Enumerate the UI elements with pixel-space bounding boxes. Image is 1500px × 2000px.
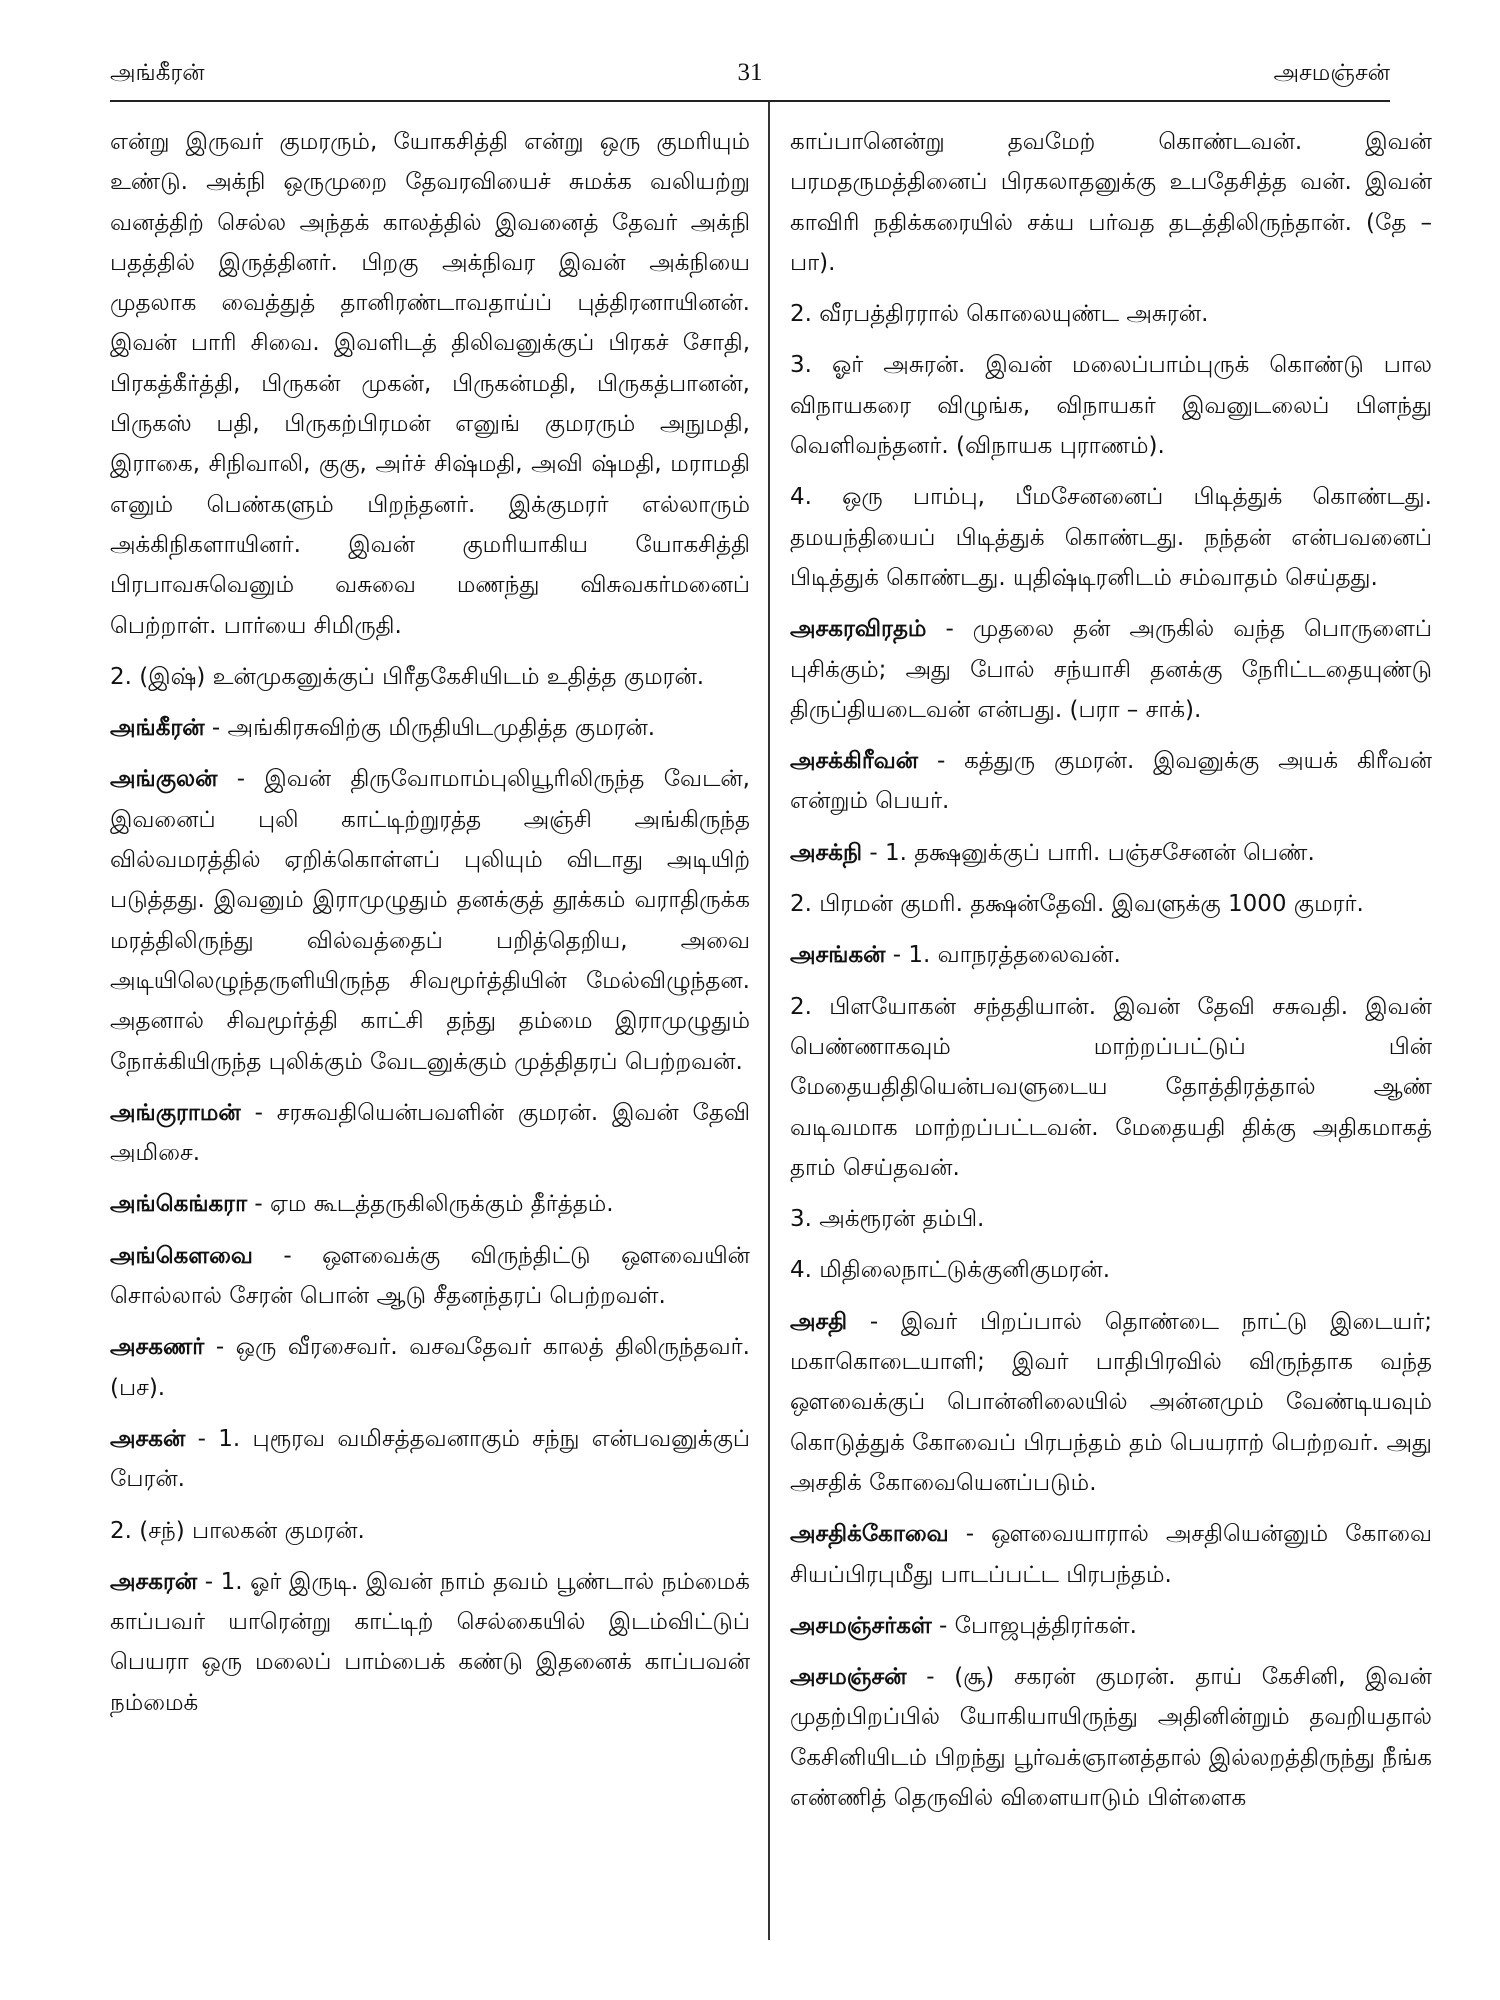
right-column	[790, 122, 1432, 1829]
entry-text: - (சூ) சகரன் குமரன். தாய் கேசினி, இவன் முதற்பிறப்பில் யோகியாயிருந்து அதினின்றும் தவறியதால் கேசினியிடம் பிறந்து பூர்வக்ஞானத்தால் இல்லறத்திருந்து நீங்க எண்ணித் தெருவில் விளையாடும் பிள்ளைக	[790, 1664, 1432, 1811]
entry-text: - 1. ஓர் இருடி. இவன் நாம் தவம் பூண்டால் நம்மைக் காப்பவர் யாரென்று காட்டிற் செல்கையில் இடம்விட்டுப் பெயரா ஒரு மலைப் பாம்பைக் கண்டு இதனைக் காப்பவன் நம்மைக்	[110, 1568, 750, 1716]
entry-text: 4. மிதிலைநாட்டுக்குனிகுமரன்.	[790, 1257, 1111, 1284]
entry-text: 2. வீரபத்திரரால் கொலையுண்ட அசுரன்.	[790, 301, 1209, 328]
entry-text: - இவன் திருவோமாம்புலியூரிலிருந்த வேடன், இவனைப் புலி காட்டிற்றுரத்த அஞ்சி அங்கிருந்த வில்வமரத்தில் ஏறிக்கொள்ளப் புலியும் விடாது அடியிற் படுத்தது. இவனும் இராமுழுதும் தனக்குத் தூக்கம் வராதிருக்க மரத்திலிருந்து வில்வத்தைப் பறித்தெறிய, அவை அடியிலெழுந்தருளியிருந்த சிவமூர்த்தியின் மேல்விழுந்தன. அதனால் சிவமூர்த்தி காட்சி தந்து தம்மை இராமுழுதும் நோக்கியிருந்த புலிக்கும் வேடனுக்கும் முத்திதரப் பெற்றவன்.	[110, 766, 750, 1075]
entry-text: என்று இருவர் குமரரும், யோகசித்தி என்று ஒரு குமரியும் உண்டு. அக்நி ஒருமுறை தேவரவியைச் சுமக்க வலியற்று வனத்திற் செல்ல அந்தக் காலத்தில் இவனைத் தேவர் அக்நி பதத்தில் இருத்தினர். பிறகு அக்நிவர இவன் அக்நியை முதலாக வைத்துத் தானிரண்டாவதாய்ப் புத்திரனாயினன். இவன் பாரி சிவை. இவளிடத் திலிவனுக்குப் பிரகச் சோதி, பிரகத்கீர்த்தி, பிருகன் முகன், பிருகன்மதி, பிருகத்பானன், பிருகஸ் பதி, பிருகற்பிரமன் எனுங் குமரரும் அநுமதி, இராகை, சிநிவாலி, குகு, அர்ச் சிஷ்மதி, அவி ஷ்மதி, மராமதி எனும் பெண்களும் பிறந்தனர். இக்குமரர் எல்லாரும் அக்கிநிகளாயினர். இவன் குமரியாகிய யோகசித்தி பிரபாவசுவெனும் வசுவை மணந்து விசுவகர்மனைப் பெற்றாள். பார்யை சிமிருதி.	[110, 129, 750, 639]
entry-text: - இவர் பிறப்பால் தொண்டை நாட்டு இடையர்; மகாகொடையாளி; இவர் பாதிபிரவில் விருந்தாக வந்த ஔவைக்குப் பொன்னிலையில் அன்னமும் வேண்டியவும் கொடுத்துக் கோவைப் பிரபந்தம் தம் பெயராற் பெற்றவர். அது அசதிக் கோவையெனப்படும்.	[790, 1308, 1432, 1496]
entry-text: - 1. புரூரவ வமிசத்தவனாகும் சந்நு என்பவனுக்குப் பேரன்.	[110, 1425, 750, 1493]
entry-text: - முதலை தன் அருகில் வந்த பொருளைப் புசிக்கும்; அது போல் சந்யாசி தனக்கு நேரிட்டதையுண்டு திருப்தியடைவன் என்பது. (பரா – சாக்).	[790, 616, 1432, 723]
entry-text: 3. ஓர் அசுரன். இவன் மலைப்பாம்புருக் கொண்டு பால விநாயகரை விழுங்க, விநாயகர் இவனுடலைப் பிளந்து வெளிவந்தனர். (விநாயக புராணம்).	[790, 352, 1432, 460]
entry-text: காப்பானென்று தவமேற் கொண்டவன். இவன் பரமதருமத்தினைப் பிரகலாதனுக்கு உபதேசித்த வன். இவன் காவிரி நதிக்கரையில் சக்ய பர்வத தடத்திலிருந்தான். (தே – பா).	[790, 129, 1432, 276]
dictionary-entry	[790, 1250, 1432, 1290]
dictionary-entry	[790, 833, 1432, 873]
dictionary-entry	[110, 1562, 750, 1723]
dictionary-entry	[790, 609, 1432, 730]
entry-text: - போஜபுத்திரர்கள்.	[931, 1612, 1137, 1639]
dictionary-entry	[790, 477, 1432, 598]
dictionary-entry	[110, 708, 750, 748]
entry-text: - 1. தக்ஷனுக்குப் பாரி. பஞ்சசேனன் பெண்.	[862, 839, 1315, 866]
entry-text: - ஔவையாரால் அசதியென்னும் கோவை சியப்பிரபுமீது பாடப்பட்ட பிரபந்தம்.	[790, 1521, 1432, 1588]
entry-text: 2. பிளயோகன் சந்ததியான். இவன் தேவி சசுவதி. இவன் பெண்ணாகவும் மாற்றப்பட்டுப் பின் மேதையதிதியென்பவளுடைய தோத்திரத்தால் ஆண் வடிவமாக மாற்றப்பட்டவன். மேதையதி திக்கு அதிகமாகத் தாம் செய்தவன்.	[790, 993, 1432, 1181]
entry-headword: அங்குலன்	[110, 766, 218, 793]
left-column	[110, 122, 750, 1734]
dictionary-entry	[790, 935, 1432, 975]
entry-text: - ஒரு வீரசைவர். வசவதேவர் காலத் திலிருந்தவர். (பச).	[110, 1334, 750, 1401]
entry-headword: அசக்கிரீவன்	[790, 748, 919, 775]
entry-text: - 1. வாநரத்தலைவன்.	[885, 942, 1121, 969]
dictionary-entry	[790, 1657, 1432, 1818]
dictionary-entry	[110, 657, 750, 697]
page-number: 31	[737, 59, 763, 86]
dictionary-entry	[110, 1419, 750, 1500]
entry-text: - ஔவைக்கு விருந்திட்டு ஔவையின் சொல்லால் சேரன் பொன் ஆடு சீதனந்தரப் பெற்றவள்.	[110, 1242, 750, 1310]
dictionary-entry	[790, 345, 1432, 466]
entry-headword: அங்கீரன்	[110, 715, 205, 742]
dictionary-entry	[110, 759, 750, 1081]
entry-headword: அசமஞ்சர்கள்	[790, 1612, 932, 1639]
dictionary-entry	[790, 884, 1432, 924]
dictionary-entry	[790, 741, 1432, 822]
entry-headword: அசகரவிரதம்	[790, 616, 927, 643]
entry-headword: அசகணர்	[110, 1334, 205, 1361]
entry-text: - அங்கிரசுவிற்கு மிருதியிடமுதித்த குமரன்.	[204, 715, 656, 742]
entry-headword: அசக்நி	[790, 839, 863, 866]
entry-headword: அசதிக்கோவை	[790, 1521, 949, 1548]
dictionary-entry	[790, 122, 1432, 283]
entry-text: - கத்துரு குமரன். இவனுக்கு அயக் கிரீவன் என்றும் பெயர்.	[790, 748, 1432, 815]
dictionary-entry	[790, 294, 1432, 334]
dictionary-entry	[110, 1511, 750, 1551]
dictionary-entry	[790, 1606, 1432, 1646]
entry-text: - சரசுவதியென்பவளின் குமரன். இவன் தேவி அமிசை.	[110, 1099, 750, 1167]
dictionary-entry	[790, 1514, 1432, 1595]
dictionary-entry	[110, 1184, 750, 1224]
column-divider	[768, 102, 770, 1940]
dictionary-entry	[790, 987, 1432, 1188]
entry-headword: அசதி	[790, 1308, 848, 1335]
entry-headword: அங்கெங்கரா	[110, 1191, 248, 1218]
entry-headword: அங்கௌவை	[110, 1242, 253, 1269]
dictionary-entry	[110, 1236, 750, 1317]
entry-headword: அசகன்	[110, 1425, 186, 1452]
dictionary-entry	[110, 122, 750, 646]
entry-headword: அசமஞ்சன்	[790, 1664, 907, 1691]
entry-headword: அசகரன்	[110, 1568, 198, 1595]
entry-text: 2. பிரமன் குமரி. தக்ஷன்தேவி. இவளுக்கு 1000 குமரர்.	[790, 891, 1364, 918]
dictionary-entry	[790, 1199, 1432, 1239]
running-header	[110, 52, 1390, 94]
entry-text: 2. (சந்) பாலகன் குமரன்.	[110, 1517, 365, 1544]
entry-text: - ஏம கூடத்தருகிலிருக்கும் தீர்த்தம்.	[247, 1191, 614, 1218]
dictionary-entry	[110, 1327, 750, 1408]
entry-headword: அங்குராமன்	[110, 1099, 241, 1126]
entry-text: 3. அக்ரூரன் தம்பி.	[790, 1206, 985, 1233]
dictionary-entry	[110, 1093, 750, 1174]
header-left-guideword: அங்கீரன்	[110, 60, 205, 86]
header-right-guideword: அசமஞ்சன்	[1273, 60, 1390, 86]
entry-text: 2. (இஷ்) உன்முகனுக்குப் பிரீதகேசியிடம் உதித்த குமரன்.	[110, 663, 705, 690]
dictionary-entry	[790, 1302, 1432, 1503]
header-rule	[110, 100, 1390, 102]
entry-headword: அசங்கன்	[790, 942, 886, 969]
entry-text: 4. ஒரு பாம்பு, பீமசேனனைப் பிடித்துக் கொண்டது. தமயந்தியைப் பிடித்துக் கொண்டது. நந்தன் என்பவனைப் பிடித்துக் கொண்டது. யுதிஷ்டிரனிடம் சம்வாதம் செய்தது.	[790, 484, 1432, 591]
